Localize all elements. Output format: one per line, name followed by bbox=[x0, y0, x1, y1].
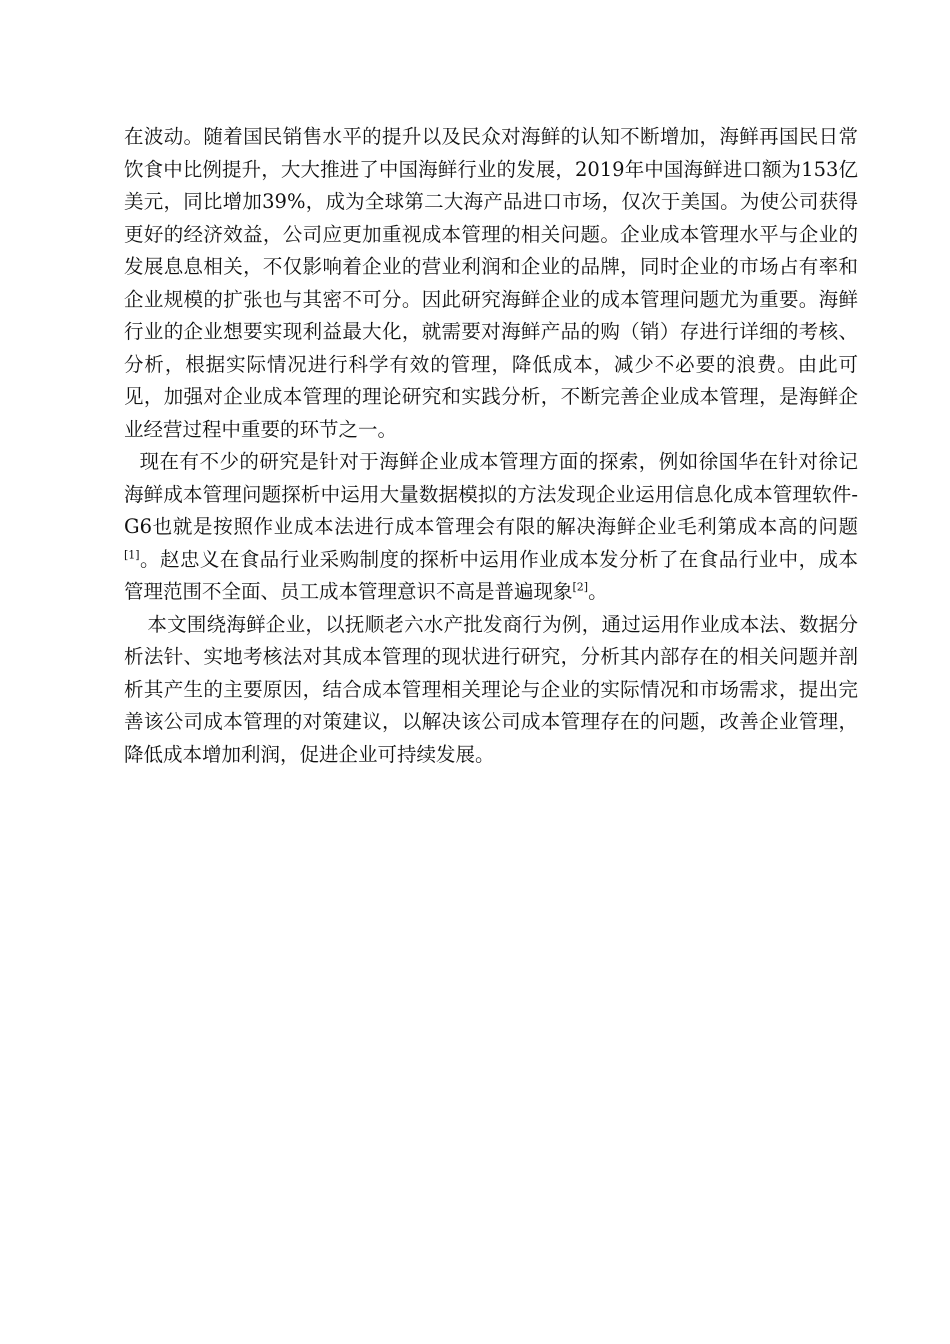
paragraph-research-scope bbox=[124, 609, 858, 772]
paragraph-context bbox=[124, 121, 858, 446]
citation-ref-2[interactable]: [2] bbox=[572, 580, 589, 594]
paragraph-text: 。赵忠义在食品行业采购制度的探析中运用作业成本发分析了在食品行业中，成本管理范围不全面、员工成本管理意识不高是普遍现象 bbox=[124, 547, 858, 603]
paragraph-text: 现在有不少的研究是针对于海鲜企业成本管理方面的探索，例如徐国华在针对徐记海鲜成本管理问题探析中运用大量数据模拟的方法发现企业运用信息化成本管理软件-G6也就是按照作业成本法进行成本管理会有限的解决海鲜企业毛利第成本高的问题 bbox=[124, 450, 858, 538]
paragraph-text: 本文围绕海鲜企业，以抚顺老六水产批发商行为例，通过运用作业成本法、数据分析法针、实地考核法对其成本管理的现状进行研究，分析其内部存在的相关问题并剖析其产生的主要原因，结合成本管理相关理论与企业的实际情况和市场需求，提出完善该公司成本管理的对策建议，以解决该公司成本管理存在的问题，改善企业管理，降低成本增加利润，促进企业可持续发展。 bbox=[124, 612, 858, 766]
paragraph-literature-review bbox=[124, 446, 858, 609]
paragraph-text: 在波动。随着国民销售水平的提升以及民众对海鲜的认知不断增加，海鲜再国民日常饮食中比例提升，大大推进了中国海鲜行业的发展，2019年中国海鲜进口额为153亿美元，同比增加39%，成为全球第二大海产品进口市场，仅次于美国。为使公司获得更好的经济效益，公司应更加重视成本管理的相关问题。企业成本管理水平与企业的发展息息相关，不仅影响着企业的营业利润和企业的品牌，同时企业的市场占有率和企业规模的扩张也与其密不可分。因此研究海鲜企业的成本管理问题尤为重要。海鲜行业的企业想要实现利益最大化，就需要对海鲜产品的购（销）存进行详细的考核、分析，根据实际情况进行科学有效的管理，降低成本，减少不必要的浪费。由此可见，加强对企业成本管理的理论研究和实践分析，不断完善企业成本管理，是海鲜企业经营过程中重要的环节之一。 bbox=[124, 125, 858, 441]
citation-ref-1[interactable]: [1] bbox=[124, 548, 140, 561]
document-body bbox=[124, 121, 858, 771]
paragraph-text: 。 bbox=[588, 580, 608, 603]
